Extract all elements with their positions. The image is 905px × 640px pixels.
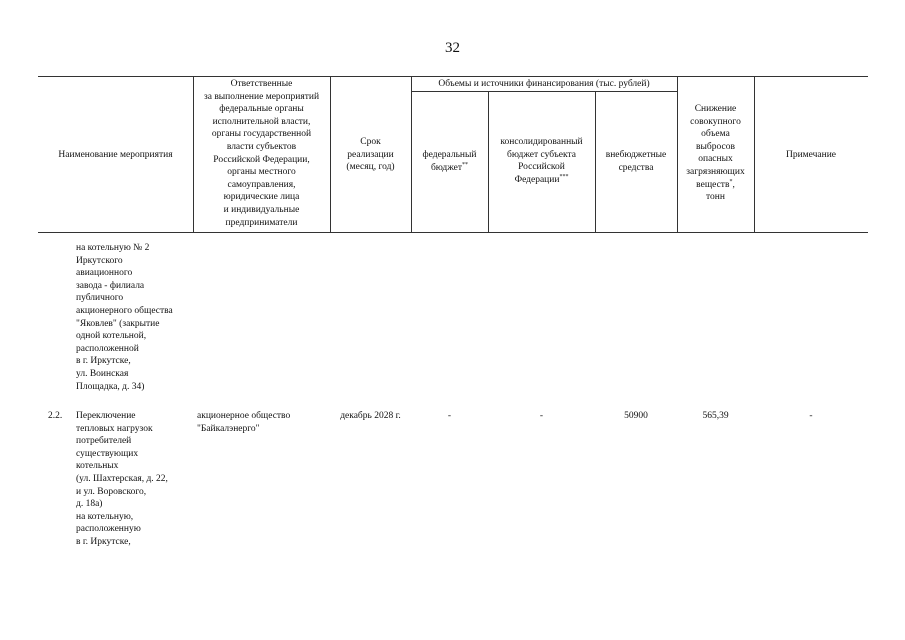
activity-name-cell: на котельную № 2 Иркутского авиационного завода - филиала публичного акционерного общества "Яковлев" (закрытие одной котельной, расположенной в г. Иркутске, ул. Воинская Площадка, д. 34) [76,243,173,392]
term-cell: декабрь 2028 г. [340,411,401,421]
header-financing-group: Объемы и источники финансирования (тыс. рублей) [438,79,650,89]
header-extrabudget: внебюджетные средства [605,150,667,173]
header-responsible: Ответственные за выполнение мероприятий федеральные органы исполнительной власти, органы государственной власти субъектов Российской Федерации, органы местного самоуправления, юридические лица и индивидуальные предприниматели [203,79,320,228]
header-note: Примечание [785,150,837,160]
header-activity-name: Наименование мероприятия [58,150,173,160]
financing-subheader-border [411,91,677,92]
page-number: 32 [445,40,460,56]
federal-budget-cell: - [447,411,452,421]
header-federal-budget: федеральный бюджет** [422,150,477,173]
header-emission-reduction: Снижение совокупного объема выбросов опасных загрязняющих веществ*, тонн [686,104,745,203]
responsible-cell: акционерное общество "Байкалэнерго" [197,411,291,434]
row-number: 2.2. [48,411,63,421]
header-bottom-border [38,232,868,233]
note-cell: - [809,411,813,421]
consolidated-budget-cell: - [539,411,544,421]
header-term: Срок реализации (месяц, год) [346,137,395,173]
table-top-border [38,76,868,77]
extrabudget-cell: 50900 [624,411,648,421]
activity-name-cell: Переключение тепловых нагрузок потребителей существующих котельных (ул. Шахтерская, д. 22, и ул. Воровского, д. 18а) на котельную, расположенную в г. Иркутске, [76,411,168,547]
header-consolidated-budget: консолидированный бюджет субъекта Российской Федерации*** [500,137,583,185]
emission-reduction-cell: 565,39 [702,411,729,421]
